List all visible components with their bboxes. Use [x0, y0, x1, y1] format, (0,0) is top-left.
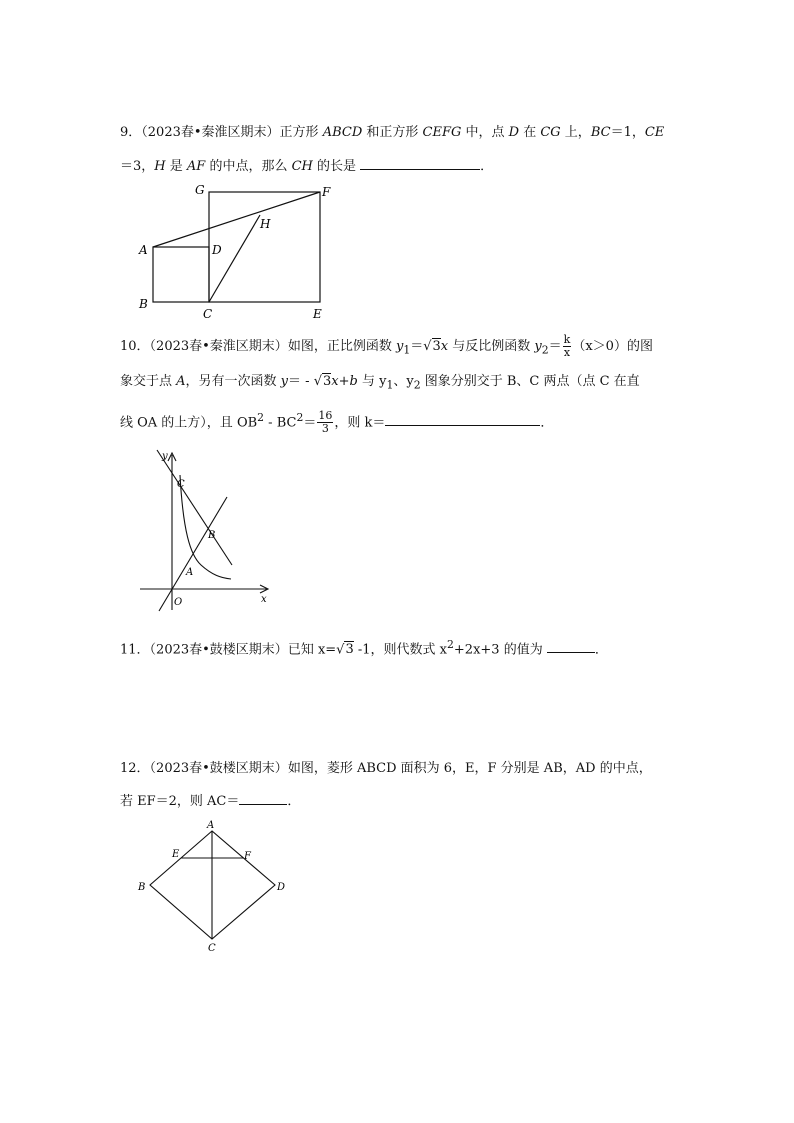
q10-sqrt-sign: √	[423, 339, 432, 354]
q12-line2: 若 EF＝2，则 AC＝ ．	[120, 790, 300, 812]
q10-answer-blank[interactable]	[385, 411, 540, 426]
q9-label-e: E	[313, 307, 322, 321]
q10-label-b: B	[208, 530, 216, 541]
q9-label-b: B	[139, 297, 148, 311]
q12-label-d: D	[277, 882, 286, 893]
q11-source: （2023春•鼓楼区期末）	[149, 642, 288, 658]
q11-number: 11．	[120, 642, 150, 658]
q9-source: （2023春•秦淮区期末）	[141, 125, 280, 140]
q10-source: （2023春•秦淮区期末）	[149, 339, 288, 354]
q10-line2: 象交于点 A，另有一次函数 y＝ - √3x+b 与 $y_1$、$y_2$ 图象分别交于 B、C 两点（点 C 在直	[120, 374, 640, 392]
q9-answer-blank[interactable]	[360, 155, 480, 170]
q12-label-f: F	[244, 851, 251, 862]
q10-line3: 线 OA 的上方），且 $OB^2 - BC^2=$ $\frac{16}{3}$ ，则 k＝ ．	[120, 409, 554, 436]
q10-figure	[135, 445, 280, 615]
q12-label-e: E	[172, 849, 180, 860]
q9-segment-af	[153, 192, 320, 247]
q9-square-cefg	[209, 192, 320, 302]
q9-label-g: G	[195, 183, 205, 197]
q9-line2: ＝3，H 是 AF 的中点，那么 CH 的长是 ．	[120, 155, 493, 177]
q10-fraction-k-over-x: $\frac{k}{x}$	[563, 333, 571, 359]
q10-fraction-16-over-3: $\frac{16}{3}$	[318, 409, 333, 436]
q9-label-c: C	[203, 307, 213, 321]
q12-label-b: B	[138, 882, 146, 893]
q9-number: 9．	[120, 125, 142, 140]
q9-label-a: A	[139, 243, 148, 257]
q12-label-a: A	[207, 820, 215, 831]
q9-label-h: H	[260, 217, 271, 231]
q10-label-x: x	[261, 594, 267, 605]
q12-line1: 12．（2023春•鼓楼区期末）如图，菱形 ABCD 面积为 6，E，F 分别是 AB，AD 的中点，	[120, 761, 652, 776]
q10-label-o: O	[174, 597, 183, 608]
q10-label-a: A	[186, 567, 194, 578]
q10-label-c: C	[177, 479, 185, 490]
q9-square-abcd	[153, 247, 209, 302]
q12-answer-blank[interactable]	[239, 790, 287, 805]
q9-line1: 9．（2023春•秦淮区期末）正方形 ABCD 和正方形 CEFG 中，点 D 在 CG 上，BC＝1，CE	[120, 125, 665, 140]
q12-source: （2023春•鼓楼区期末）	[149, 761, 288, 776]
q12-figure	[130, 815, 295, 955]
q10-line1: 10．（2023春•秦淮区期末）如图，正比例函数 $y_1=√3x$ 与反比例函数 $y_2=$ $\frac{k}{x}$ （x＞0）的图	[120, 333, 653, 359]
q11-line1: 11．（2023春•鼓楼区期末）已知 x=√3 -1，则代数式 $x^2+2x+3$ 的值为 ．	[120, 638, 608, 658]
q12-number: 12．	[120, 761, 150, 776]
q10-label-y: y	[162, 451, 168, 462]
q9-segment-ch	[209, 215, 260, 302]
q9-figure	[130, 180, 340, 325]
q9-label-d: D	[212, 243, 222, 257]
q9-label-f: F	[322, 185, 331, 199]
q11-answer-blank[interactable]	[547, 638, 595, 653]
q12-label-c: C	[208, 943, 216, 954]
q10-number: 10．	[120, 339, 150, 354]
